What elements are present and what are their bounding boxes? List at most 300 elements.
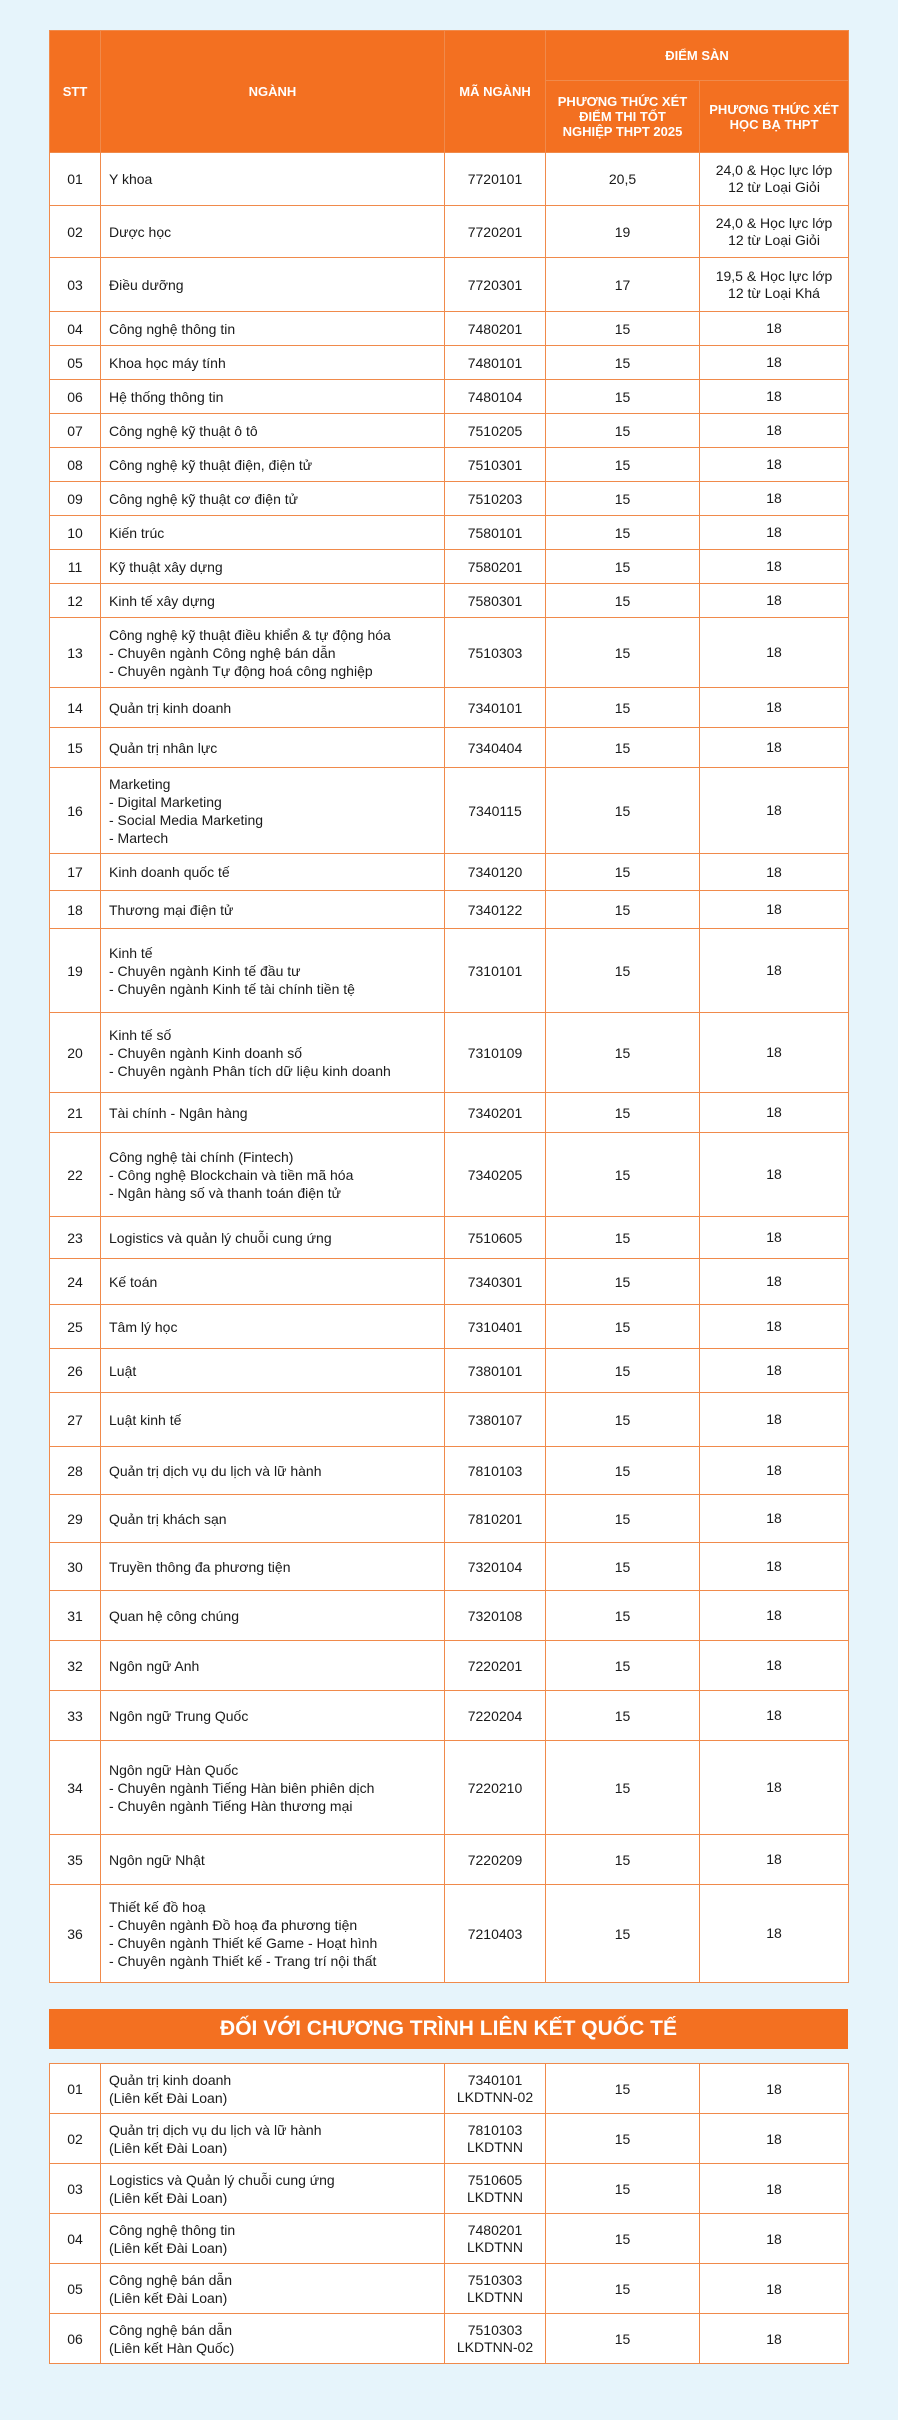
major-name-line: Y khoa <box>109 171 153 187</box>
table-row <box>50 448 849 482</box>
table-row <box>50 482 849 516</box>
main-table-body <box>50 153 849 1983</box>
table-row <box>50 1543 849 1591</box>
table-row <box>50 516 849 550</box>
header-nganh: NGÀNH <box>101 31 445 153</box>
row-score-exam: 15 <box>546 1133 700 1217</box>
row-score-exam: 15 <box>546 1591 700 1641</box>
row-score-transcript: 18 <box>700 1349 849 1393</box>
major-name-line: - Chuyên ngành Thiết kế - Trang trí nội thất <box>109 1952 377 1969</box>
row-score-transcript: 18 <box>700 380 849 414</box>
row-stt: 07 <box>50 414 101 448</box>
row-score-transcript: 18 <box>700 1393 849 1447</box>
intl-major-name-line: (Liên kết Hàn Quốc) <box>109 2339 235 2356</box>
row-major-code: 7340101 <box>445 688 546 728</box>
major-name-line: - Ngân hàng số và thanh toán điện tử <box>109 1184 341 1201</box>
row-stt: 31 <box>50 1591 101 1641</box>
row-stt: 33 <box>50 1691 101 1741</box>
major-name-line: Quản trị nhân lực <box>109 739 218 756</box>
row-major-name <box>101 516 445 550</box>
intl-row-score-transcript: 18 <box>700 2114 849 2164</box>
intl-major-name-line: Công nghệ thông tin <box>109 2221 236 2238</box>
row-major-code: 7340301 <box>445 1259 546 1305</box>
intl-major-code-line: LKDTNN <box>466 2238 523 2255</box>
table-row <box>50 1093 849 1133</box>
row-score-transcript: 18 <box>700 1885 849 1983</box>
row-stt: 20 <box>50 1013 101 1093</box>
international-table <box>49 2063 849 2364</box>
intl-row-major-code <box>445 2314 546 2364</box>
row-major-name <box>101 414 445 448</box>
major-name-line: Quản trị khách sạn <box>109 1510 227 1527</box>
row-major-code: 7310109 <box>445 1013 546 1093</box>
row-score-transcript: 18 <box>700 448 849 482</box>
intl-row-major-name <box>101 2214 445 2264</box>
table-row <box>50 1393 849 1447</box>
row-major-name <box>101 1305 445 1349</box>
row-score-exam: 15 <box>546 1305 700 1349</box>
major-name-line: Khoa học máy tính <box>109 354 226 371</box>
intl-row-score-exam: 15 <box>546 2264 700 2314</box>
row-stt: 01 <box>50 153 101 206</box>
intl-major-name-line: Quản trị dịch vụ du lịch và lữ hành <box>109 2121 322 2138</box>
major-name-line: Ngôn ngữ Nhật <box>109 1851 205 1868</box>
major-name-line: Truyền thông đa phương tiện <box>109 1558 291 1575</box>
major-name-line: Ngôn ngữ Hàn Quốc <box>109 1761 239 1778</box>
row-score-transcript: 18 <box>700 346 849 380</box>
intl-row-score-transcript: 18 <box>700 2214 849 2264</box>
major-name-line: Thương mại điện tử <box>109 901 234 918</box>
row-major-code: 7220201 <box>445 1641 546 1691</box>
intl-major-code-line: 7480201 <box>467 2221 523 2238</box>
intl-table-row <box>50 2064 849 2114</box>
row-stt: 36 <box>50 1885 101 1983</box>
row-score-exam: 20,5 <box>546 153 700 206</box>
row-major-name <box>101 1133 445 1217</box>
major-name-line: - Chuyên ngành Tiếng Hàn biên phiên dịch <box>109 1779 375 1796</box>
major-name-line: Kinh tế số <box>109 1026 172 1043</box>
table-row <box>50 1305 849 1349</box>
table-row <box>50 258 849 312</box>
row-stt: 17 <box>50 854 101 891</box>
intl-major-name-line: (Liên kết Đài Loan) <box>109 2189 228 2206</box>
row-major-name <box>101 1885 445 1983</box>
row-major-code: 7810103 <box>445 1447 546 1495</box>
row-major-name <box>101 1495 445 1543</box>
row-stt: 29 <box>50 1495 101 1543</box>
row-major-name <box>101 688 445 728</box>
intl-major-name-line: Công nghệ bán dẫn <box>109 2321 232 2338</box>
major-name-line: Logistics và quản lý chuỗi cung ứng <box>109 1229 332 1246</box>
row-score-exam: 15 <box>546 414 700 448</box>
table-row <box>50 206 849 258</box>
row-stt: 19 <box>50 929 101 1013</box>
row-score-transcript: 18 <box>700 1835 849 1885</box>
row-major-code: 7510301 <box>445 448 546 482</box>
row-stt: 22 <box>50 1133 101 1217</box>
major-name-line: - Social Media Marketing <box>109 811 264 828</box>
international-table-body <box>50 2064 849 2364</box>
intl-row-major-code <box>445 2214 546 2264</box>
major-name-line: - Chuyên ngành Công nghệ bán dẫn <box>109 644 336 661</box>
intl-table-row <box>50 2314 849 2364</box>
row-score-exam: 19 <box>546 206 700 258</box>
row-major-code: 7340115 <box>445 768 546 854</box>
major-name-line: - Chuyên ngành Phân tích dữ liệu kinh doanh <box>109 1062 391 1079</box>
table-row <box>50 1217 849 1259</box>
row-score-transcript: 24,0 & Học lực lớp 12 từ Loại Giỏi <box>700 206 849 258</box>
row-major-name <box>101 728 445 768</box>
major-name-line: Kinh tế <box>109 944 153 961</box>
table-row <box>50 728 849 768</box>
row-stt: 10 <box>50 516 101 550</box>
header-diem-san: ĐIỂM SÀN <box>546 31 849 81</box>
row-score-exam: 15 <box>546 618 700 688</box>
row-major-code: 7340120 <box>445 854 546 891</box>
row-stt: 08 <box>50 448 101 482</box>
row-major-code: 7340122 <box>445 891 546 929</box>
table-row <box>50 1133 849 1217</box>
table-row <box>50 1349 849 1393</box>
row-stt: 02 <box>50 206 101 258</box>
row-major-code: 7310401 <box>445 1305 546 1349</box>
intl-row-score-transcript: 18 <box>700 2314 849 2364</box>
intl-major-name-line: (Liên kết Đài Loan) <box>109 2289 228 2306</box>
row-major-name <box>101 891 445 929</box>
row-score-transcript: 18 <box>700 1591 849 1641</box>
row-score-transcript: 24,0 & Học lực lớp 12 từ Loại Giỏi <box>700 153 849 206</box>
row-major-code: 7340201 <box>445 1093 546 1133</box>
row-stt: 04 <box>50 312 101 346</box>
row-score-transcript: 18 <box>700 1217 849 1259</box>
major-name-line: Tài chính - Ngân hàng <box>109 1104 248 1121</box>
row-major-code: 7340205 <box>445 1133 546 1217</box>
major-name-line: Điều dưỡng <box>109 276 184 293</box>
row-major-code: 7220210 <box>445 1741 546 1835</box>
header-stt: STT <box>50 31 101 153</box>
major-name-line: Kỹ thuật xây dựng <box>109 558 223 575</box>
table-row <box>50 1495 849 1543</box>
row-score-exam: 15 <box>546 448 700 482</box>
intl-row-major-name <box>101 2114 445 2164</box>
major-name-line: Dược học <box>109 223 172 240</box>
major-name-line: Công nghệ kỹ thuật ô tô <box>109 422 258 439</box>
table-row <box>50 768 849 854</box>
row-major-code: 7220204 <box>445 1691 546 1741</box>
table-row <box>50 1885 849 1983</box>
row-major-name <box>101 1591 445 1641</box>
major-name-line: Kiến trúc <box>109 524 165 541</box>
major-name-line: Kinh doanh quốc tế <box>109 864 230 880</box>
major-name-line: - Chuyên ngành Kinh tế tài chính tiền tệ <box>109 980 355 997</box>
row-score-exam: 15 <box>546 1835 700 1885</box>
row-major-name <box>101 1835 445 1885</box>
intl-row-stt: 01 <box>50 2064 101 2114</box>
row-major-name <box>101 312 445 346</box>
row-major-name <box>101 854 445 891</box>
row-score-exam: 15 <box>546 1259 700 1305</box>
table-row <box>50 891 849 929</box>
row-major-name <box>101 1393 445 1447</box>
major-name-line: - Chuyên ngành Kinh doanh số <box>109 1044 303 1061</box>
table-row <box>50 1741 849 1835</box>
table-row <box>50 550 849 584</box>
row-stt: 24 <box>50 1259 101 1305</box>
row-score-transcript: 19,5 & Học lực lớp 12 từ Loại Khá <box>700 258 849 312</box>
intl-row-major-name <box>101 2064 445 2114</box>
intl-row-stt: 04 <box>50 2214 101 2264</box>
major-name-line: Công nghệ tài chính (Fintech) <box>109 1148 294 1165</box>
major-name-line: - Công nghệ Blockchain và tiền mã hóa <box>109 1166 354 1183</box>
row-major-name <box>101 153 445 206</box>
major-name-line: Kế toán <box>109 1273 158 1290</box>
table-row <box>50 1447 849 1495</box>
row-stt: 03 <box>50 258 101 312</box>
intl-row-stt: 02 <box>50 2114 101 2164</box>
row-stt: 35 <box>50 1835 101 1885</box>
intl-major-name-line: Công nghệ bán dẫn <box>109 2271 232 2288</box>
major-name-line: - Digital Marketing <box>109 793 222 810</box>
table-row <box>50 618 849 688</box>
intl-row-major-code <box>445 2164 546 2214</box>
row-major-code: 7510203 <box>445 482 546 516</box>
row-score-transcript: 18 <box>700 1543 849 1591</box>
table-row <box>50 153 849 206</box>
intl-row-major-code <box>445 2264 546 2314</box>
row-major-name <box>101 1741 445 1835</box>
row-stt: 09 <box>50 482 101 516</box>
table-row <box>50 688 849 728</box>
row-score-transcript: 18 <box>700 1259 849 1305</box>
intl-table-row <box>50 2264 849 2314</box>
row-score-exam: 15 <box>546 728 700 768</box>
row-score-exam: 15 <box>546 1447 700 1495</box>
row-major-name <box>101 346 445 380</box>
row-stt: 05 <box>50 346 101 380</box>
row-score-transcript: 18 <box>700 1013 849 1093</box>
row-major-name <box>101 584 445 618</box>
row-stt: 06 <box>50 380 101 414</box>
row-score-transcript: 18 <box>700 728 849 768</box>
row-major-name <box>101 929 445 1013</box>
row-score-exam: 15 <box>546 584 700 618</box>
row-major-code: 7310101 <box>445 929 546 1013</box>
row-stt: 32 <box>50 1641 101 1691</box>
intl-table-row <box>50 2214 849 2264</box>
intl-row-score-transcript: 18 <box>700 2064 849 2114</box>
score-table <box>49 30 849 1983</box>
row-stt: 11 <box>50 550 101 584</box>
major-name-line: Hệ thống thông tin <box>109 388 224 405</box>
row-major-name <box>101 1447 445 1495</box>
major-name-line: Thiết kế đồ hoạ <box>109 1898 206 1915</box>
row-major-name <box>101 1641 445 1691</box>
row-score-exam: 15 <box>546 854 700 891</box>
table-row <box>50 584 849 618</box>
row-major-code: 7720101 <box>445 153 546 206</box>
intl-major-code-line: 7510605 <box>467 2171 523 2188</box>
table-row <box>50 854 849 891</box>
intl-row-major-code <box>445 2114 546 2164</box>
intl-major-code-line: LKDTNN <box>466 2188 523 2205</box>
major-name-line: Kinh tế xây dựng <box>109 592 215 609</box>
intl-row-major-name <box>101 2314 445 2364</box>
row-stt: 28 <box>50 1447 101 1495</box>
row-stt: 23 <box>50 1217 101 1259</box>
row-score-exam: 15 <box>546 1543 700 1591</box>
intl-table-row <box>50 2114 849 2164</box>
row-major-name <box>101 618 445 688</box>
row-major-code: 7320104 <box>445 1543 546 1591</box>
row-score-exam: 17 <box>546 258 700 312</box>
table-row <box>50 1591 849 1641</box>
intl-row-score-transcript: 18 <box>700 2164 849 2214</box>
admission-table-container <box>49 30 848 2364</box>
table-row <box>50 380 849 414</box>
row-score-transcript: 18 <box>700 891 849 929</box>
row-score-exam: 15 <box>546 1093 700 1133</box>
row-score-transcript: 18 <box>700 1741 849 1835</box>
row-major-code: 7340404 <box>445 728 546 768</box>
intl-row-stt: 05 <box>50 2264 101 2314</box>
intl-major-code-line: LKDTNN-02 <box>456 2338 534 2355</box>
row-major-code: 7210403 <box>445 1885 546 1983</box>
row-score-exam: 15 <box>546 312 700 346</box>
row-score-exam: 15 <box>546 346 700 380</box>
major-name-line: Quản trị dịch vụ du lịch và lữ hành <box>109 1462 322 1479</box>
intl-major-code-line: 7510303 <box>467 2321 523 2338</box>
intl-row-score-exam: 15 <box>546 2064 700 2114</box>
intl-row-stt: 06 <box>50 2314 101 2364</box>
row-score-exam: 15 <box>546 688 700 728</box>
row-major-name <box>101 768 445 854</box>
row-score-exam: 15 <box>546 768 700 854</box>
row-score-transcript: 18 <box>700 1133 849 1217</box>
row-major-code: 7580201 <box>445 550 546 584</box>
row-major-name <box>101 1349 445 1393</box>
intl-row-major-name <box>101 2164 445 2214</box>
major-name-line: Công nghệ kỹ thuật cơ điện tử <box>109 490 298 507</box>
intl-major-code-line: 7340101 <box>467 2071 523 2088</box>
row-score-transcript: 18 <box>700 516 849 550</box>
row-major-code: 7720201 <box>445 206 546 258</box>
row-score-exam: 15 <box>546 1349 700 1393</box>
table-row <box>50 1691 849 1741</box>
row-score-exam: 15 <box>546 1217 700 1259</box>
table-row <box>50 414 849 448</box>
row-score-transcript: 18 <box>700 414 849 448</box>
row-major-code: 7720301 <box>445 258 546 312</box>
row-score-transcript: 18 <box>700 618 849 688</box>
header-ma-nganh: MÃ NGÀNH <box>445 31 546 153</box>
row-score-transcript: 18 <box>700 768 849 854</box>
major-name-line: - Chuyên ngành Kinh tế đầu tư <box>109 962 301 979</box>
table-row <box>50 1259 849 1305</box>
row-stt: 16 <box>50 768 101 854</box>
row-major-code: 7480101 <box>445 346 546 380</box>
row-stt: 12 <box>50 584 101 618</box>
major-name-line: Ngôn ngữ Trung Quốc <box>109 1707 249 1724</box>
major-name-line: Tâm lý học <box>109 1318 178 1335</box>
row-major-code: 7480104 <box>445 380 546 414</box>
row-major-name <box>101 1217 445 1259</box>
row-major-code: 7580101 <box>445 516 546 550</box>
intl-major-code-line: LKDTNN <box>466 2138 523 2155</box>
major-name-line: Quan hệ công chúng <box>109 1607 239 1624</box>
major-name-line: Công nghệ thông tin <box>109 320 236 337</box>
row-stt: 13 <box>50 618 101 688</box>
row-major-code: 7580301 <box>445 584 546 618</box>
row-major-code: 7510605 <box>445 1217 546 1259</box>
table-row <box>50 1013 849 1093</box>
row-major-code: 7380101 <box>445 1349 546 1393</box>
row-stt: 34 <box>50 1741 101 1835</box>
row-score-exam: 15 <box>546 550 700 584</box>
row-stt: 30 <box>50 1543 101 1591</box>
row-major-code: 7810201 <box>445 1495 546 1543</box>
row-score-transcript: 18 <box>700 854 849 891</box>
intl-row-major-code <box>445 2064 546 2114</box>
row-major-code: 7510303 <box>445 618 546 688</box>
row-score-exam: 15 <box>546 380 700 414</box>
major-name-line: - Chuyên ngành Đồ hoạ đa phương tiện <box>109 1916 358 1933</box>
row-score-transcript: 18 <box>700 1305 849 1349</box>
table-row <box>50 346 849 380</box>
row-stt: 25 <box>50 1305 101 1349</box>
row-score-exam: 15 <box>546 1495 700 1543</box>
intl-table-row <box>50 2164 849 2214</box>
intl-major-name-line: (Liên kết Đài Loan) <box>109 2139 228 2156</box>
major-name-line: Công nghệ kỹ thuật điều khiển & tự động hóa <box>109 626 391 643</box>
intl-row-score-exam: 15 <box>546 2314 700 2364</box>
row-score-transcript: 18 <box>700 1093 849 1133</box>
intl-row-score-exam: 15 <box>546 2214 700 2264</box>
major-name-line: - Chuyên ngành Tự động hoá công nghiệp <box>109 662 373 679</box>
row-score-transcript: 18 <box>700 482 849 516</box>
row-score-exam: 15 <box>546 891 700 929</box>
table-row <box>50 312 849 346</box>
row-major-name <box>101 1543 445 1591</box>
row-score-exam: 15 <box>546 1393 700 1447</box>
row-major-name <box>101 1259 445 1305</box>
row-major-name <box>101 1013 445 1093</box>
intl-major-name-line: (Liên kết Đài Loan) <box>109 2239 228 2256</box>
table-row <box>50 929 849 1013</box>
major-name-line: Ngôn ngữ Anh <box>109 1657 200 1674</box>
major-name-line: - Chuyên ngành Tiếng Hàn thương mại <box>109 1797 353 1814</box>
row-score-exam: 15 <box>546 1013 700 1093</box>
header-method-b: PHƯƠNG THỨC XÉT HỌC BẠ THPT <box>700 81 849 153</box>
row-stt: 14 <box>50 688 101 728</box>
table-row <box>50 1835 849 1885</box>
row-score-transcript: 18 <box>700 929 849 1013</box>
row-major-code: 7220209 <box>445 1835 546 1885</box>
major-name-line: Luật <box>109 1362 137 1379</box>
row-stt: 26 <box>50 1349 101 1393</box>
international-program-banner: ĐỐI VỚI CHƯƠNG TRÌNH LIÊN KẾT QUỐC TẾ <box>49 2009 848 2049</box>
row-major-name <box>101 550 445 584</box>
major-name-line: - Chuyên ngành Thiết kế Game - Hoạt hình <box>109 1934 378 1951</box>
row-score-transcript: 18 <box>700 1447 849 1495</box>
intl-major-code-line: LKDTNN <box>466 2288 523 2305</box>
row-score-exam: 15 <box>546 1885 700 1983</box>
intl-row-score-exam: 15 <box>546 2164 700 2214</box>
row-major-name <box>101 1093 445 1133</box>
intl-row-score-transcript: 18 <box>700 2264 849 2314</box>
row-score-exam: 15 <box>546 1741 700 1835</box>
row-major-name <box>101 1691 445 1741</box>
row-major-code: 7480201 <box>445 312 546 346</box>
